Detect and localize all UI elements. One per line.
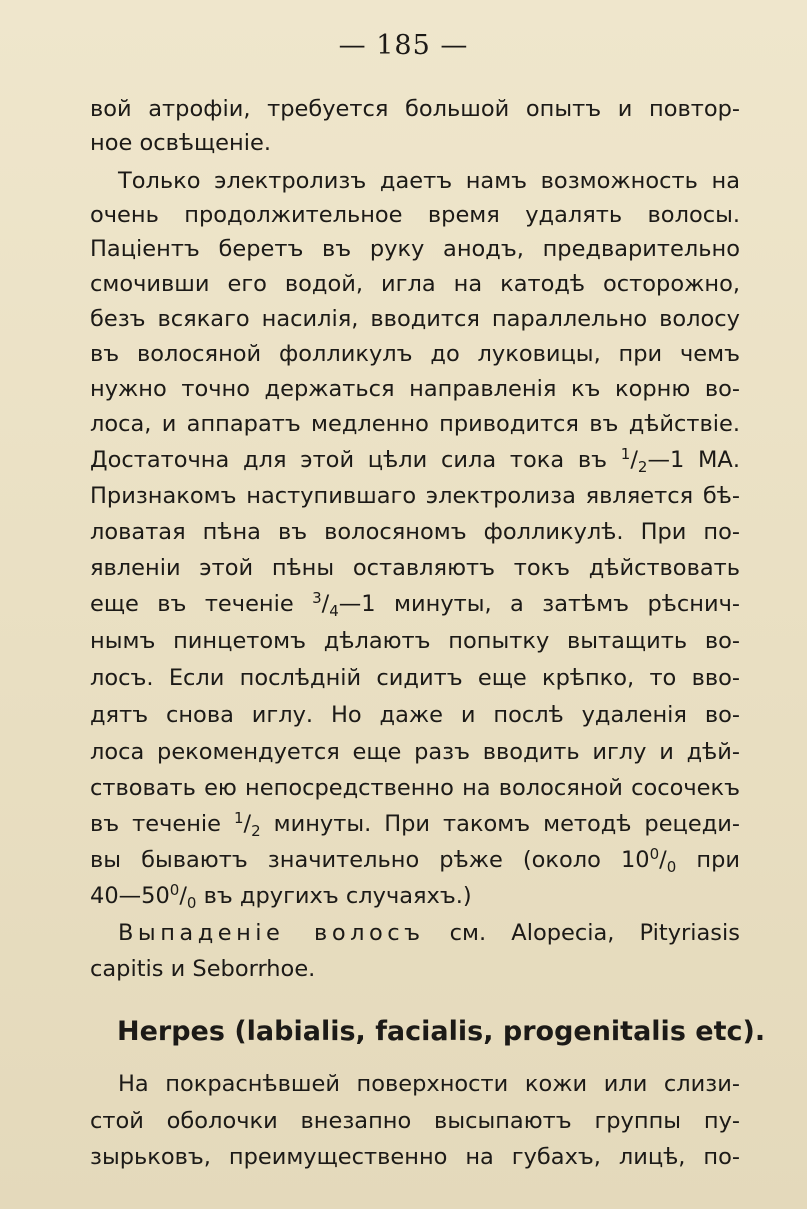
section-heading: Herpes (labialis, facialis, progenitalis etc). (117, 1016, 766, 1047)
text-line (90, 845, 740, 875)
text-line (118, 918, 740, 948)
text-line: въ волосяной фолликулъ до луковицы, при чемъ (90, 341, 740, 367)
text-line: стой оболочки внезапно высыпаютъ группы пу- (90, 1108, 740, 1134)
text-line: очень продолжительное время удалять волосы. (90, 202, 740, 228)
text-line: лоса, и аппаратъ медленно приводится въ дѣйствіе. (90, 411, 740, 437)
spaced-term: Выпаденіе волосъ (118, 920, 425, 946)
text-fragment: въ другихъ случаяхъ.) (196, 883, 472, 909)
fraction-numerator: 1 (233, 809, 244, 827)
text-line: смочивши его водой, игла на катодѣ осторожно, (90, 271, 740, 297)
fraction-slash: / (630, 447, 638, 473)
percent-slash: / (179, 883, 187, 909)
text-line: нужно точно держаться направленія къ корню во- (90, 376, 740, 402)
text-fragment: вы бываютъ значительно рѣже (около 10 (90, 847, 650, 873)
text-line: Признакомъ наступившаго электролиза является бѣ- (90, 483, 740, 509)
percent-sign-top: 0 (649, 845, 660, 863)
fraction-denominator: 2 (637, 458, 648, 476)
text-line: лоса рекомендуется еще разъ вводить иглу и дѣй- (90, 739, 740, 765)
fraction-slash: / (243, 811, 252, 837)
text-line: дятъ снова иглу. Но даже и послѣ удаленія во- (90, 702, 740, 728)
text-line: Паціентъ беретъ въ руку анодъ, предварительно (90, 236, 740, 262)
text-line (90, 445, 740, 475)
text-fragment: при (676, 847, 740, 873)
text-fragment: 40—50 (90, 883, 170, 909)
text-fragment: —1 МА. (647, 447, 740, 473)
text-fragment: въ теченіе (90, 811, 234, 837)
text-line (90, 881, 740, 911)
fraction-slash: / (321, 591, 330, 617)
text-line: Только электролизъ даетъ намъ возможность на (118, 168, 740, 194)
text-line: зырьковъ, преимущественно на губахъ, лицѣ, по- (90, 1144, 740, 1170)
text-line (90, 809, 740, 839)
text-line: ствовать ею непосредственно на волосяной сосочекъ (90, 775, 740, 801)
text-line: ное освѣщеніе. (90, 130, 271, 156)
text-fragment: см. Alopecia, Pityriasis (424, 920, 740, 946)
text-line: нымъ пинцетомъ дѣлаютъ попытку вытащить во- (90, 628, 740, 654)
text-line: лосъ. Если послѣдній сидитъ еще крѣпко, то вво- (90, 665, 740, 691)
fraction-denominator: 4 (329, 602, 339, 620)
percent-sign-bottom: 0 (186, 894, 197, 912)
text-line: ловатая пѣна въ волосяномъ фолликулѣ. При по- (90, 519, 740, 545)
fraction-numerator: 1 (620, 445, 631, 463)
text-line (90, 589, 740, 619)
text-line: безъ всякаго насилія, вводится параллельно волосу (90, 306, 740, 332)
text-line: явленіи этой пѣны оставляютъ токъ дѣйствовать (90, 555, 740, 581)
page-number: — 185 — (338, 30, 469, 61)
percent-sign-top: 0 (169, 881, 180, 899)
text-line: capitis и Seborrhoe. (90, 956, 316, 982)
text-fragment: еще въ теченіе (90, 591, 313, 617)
text-line: На покраснѣвшей поверхности кожи или слизи- (118, 1071, 740, 1097)
text-fragment: минуты. При такомъ методѣ рецеди- (260, 811, 740, 837)
percent-slash: / (659, 847, 667, 873)
text-fragment: —1 минуты, а затѣмъ рѣснич- (338, 591, 740, 617)
text-fragment: Достаточна для этой цѣли сила тока въ (90, 447, 621, 473)
percent-sign-bottom: 0 (666, 858, 677, 876)
fraction-numerator: 3 (312, 589, 322, 607)
fraction-denominator: 2 (251, 822, 261, 840)
text-line: вой атрофіи, требуется большой опытъ и повтор- (90, 96, 740, 122)
